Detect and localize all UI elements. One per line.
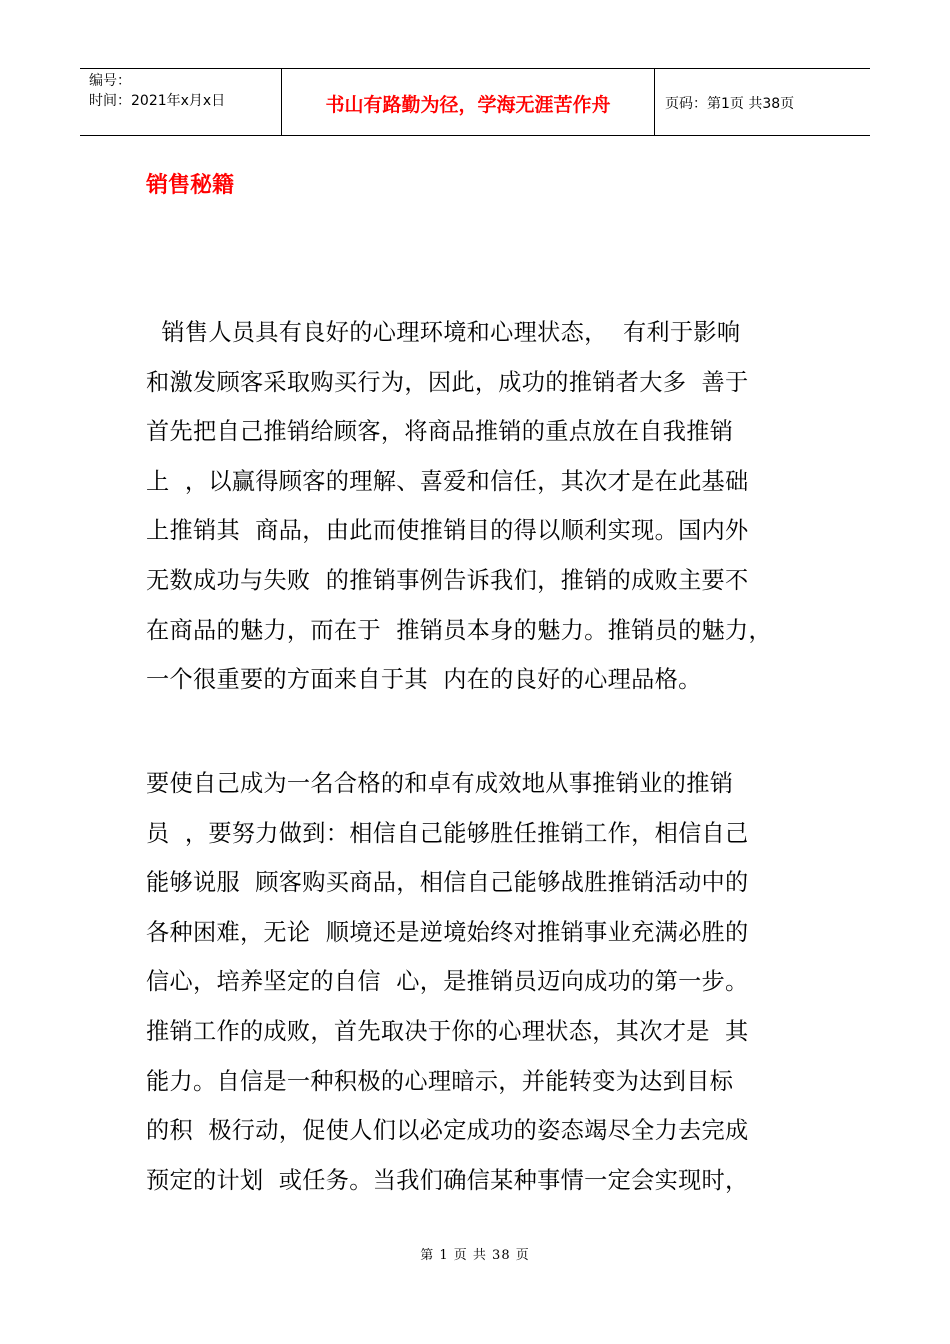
paragraph-1: [146, 308, 810, 705]
paragraph-line: 首先把自己推销给顾客，将商品推销的重点放在自我推销: [146, 418, 734, 446]
page-footer: 第 1 页 共 38 页: [420, 1248, 530, 1263]
paragraph-line: 销售人员具有良好的心理环境和心理状态， 有利于影响: [146, 319, 741, 346]
paragraph-line: 能力。自信是一种积极的心理暗示，并能转变为达到目标: [146, 1067, 734, 1095]
paragraph-line: 一个很重要的方面来自于其 内在的良好的心理品格。: [146, 666, 702, 694]
paragraph-line: 无数成功与失败 的推销事例告诉我们，推销的成败主要不: [146, 566, 749, 594]
header-page-info: 页码：第1页 共38页: [665, 96, 795, 112]
header-motto: 书山有路勤为径，学海无涯苦作舟: [325, 93, 611, 116]
document-header: [80, 68, 870, 136]
paragraph-line: 要使自己成为一名合格的和卓有成效地从事推销业的推销: [146, 770, 734, 797]
paragraph-line: 上 ，以赢得顾客的理解、喜爱和信任，其次才是在此基础: [146, 467, 749, 495]
paragraph-line: 预定的计划 或任务。当我们确信某种事情一定会实现时，: [146, 1166, 749, 1194]
paragraph-line: 推销工作的成败，首先取决于你的心理状态，其次才是 其: [146, 1017, 749, 1045]
paragraph-line: 能够说服 顾客购买商品，相信自己能够战胜推销活动中的: [146, 869, 749, 897]
header-motto-cell: [282, 69, 655, 135]
paragraph-line: 信心，培养坚定的自信 心，是推销员迈向成功的第一步。: [146, 968, 749, 996]
header-number-label: 编号：: [89, 73, 131, 89]
paragraph-line: 上推销其 商品，由此而使推销目的得以顺利实现。国内外: [146, 517, 749, 545]
paragraph-line: 各种困难，无论 顺境还是逆境始终对推销事业充满必胜的: [146, 918, 749, 946]
document-title: 销售秘籍: [146, 173, 235, 198]
header-meta-cell: [80, 69, 282, 135]
paragraph-line: 的积 极行动，促使人们以必定成功的姿态竭尽全力去完成: [146, 1117, 749, 1145]
header-time-label: 时间：2021年x月x日: [89, 93, 226, 109]
header-page-cell: [655, 69, 870, 135]
paragraph-line: 在商品的魅力，而在于 推销员本身的魅力。推销员的魅力，: [146, 616, 773, 644]
paragraph-line: 和激发顾客采取购买行为，因此，成功的推销者大多 善于: [146, 368, 749, 396]
paragraph-2: [146, 759, 810, 1205]
paragraph-line: 员 ，要努力做到：相信自己能够胜任推销工作，相信自己: [146, 819, 749, 847]
